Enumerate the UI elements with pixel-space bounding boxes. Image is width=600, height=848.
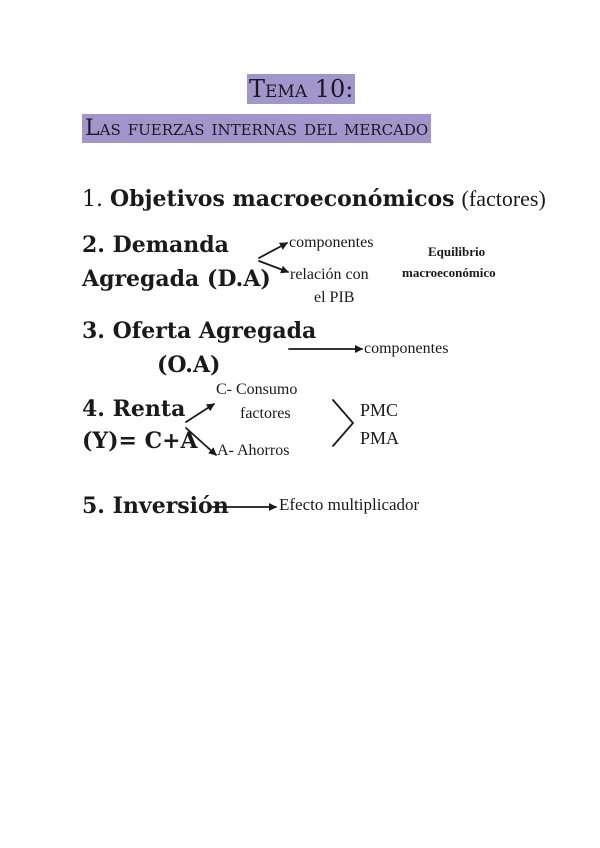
item-4-branch-top-2: factores bbox=[240, 405, 291, 422]
item-4-line-1: 4. Renta bbox=[82, 396, 186, 422]
item-2-side-2: macroeconómico bbox=[402, 265, 496, 280]
item-4-branch-bottom: A- Ahorros bbox=[217, 442, 290, 459]
item-2-line-1: 2. Demanda bbox=[82, 232, 229, 258]
item-3-branch: componentes bbox=[364, 340, 449, 357]
item-4-bracket bbox=[333, 400, 353, 446]
item-2-branch-top: componentes bbox=[289, 234, 374, 251]
item-5-branch: Efecto multiplicador bbox=[279, 495, 420, 514]
item-4-result-1: PMC bbox=[360, 400, 399, 420]
item-2-branch-bottom-1: relación con bbox=[290, 266, 369, 283]
title-line-2: Las fuerzas internas del mercado bbox=[82, 114, 431, 143]
item-1-label: Objetivos macroeconómicos bbox=[110, 186, 455, 212]
item-1-number: 1. bbox=[82, 187, 103, 212]
item-2-arrow-bottom bbox=[259, 261, 288, 272]
item-4-branch-top-1: C- Consumo bbox=[216, 381, 298, 398]
item-2-branch-bottom-2: el PIB bbox=[314, 289, 355, 306]
item-2-arrow-top bbox=[259, 243, 287, 258]
item-4-arrow-top bbox=[186, 404, 214, 422]
item-4-arrow-bottom bbox=[186, 428, 216, 455]
item-2-line-2: Agregada (D.A) bbox=[82, 266, 271, 292]
item-4-result-2: PMA bbox=[360, 428, 400, 448]
item-2-side-1: Equilibrio bbox=[428, 244, 486, 259]
item-3-line-2: (O.A) bbox=[157, 352, 221, 378]
item-1-note: (factores) bbox=[461, 186, 546, 211]
item-4-line-2: (Y)= C+A bbox=[82, 428, 198, 454]
item-5-label: 5. Inversión bbox=[82, 493, 229, 519]
title-line-1: Tema 10: bbox=[249, 75, 354, 103]
item-3-line-1: 3. Oferta Agregada bbox=[82, 318, 317, 344]
